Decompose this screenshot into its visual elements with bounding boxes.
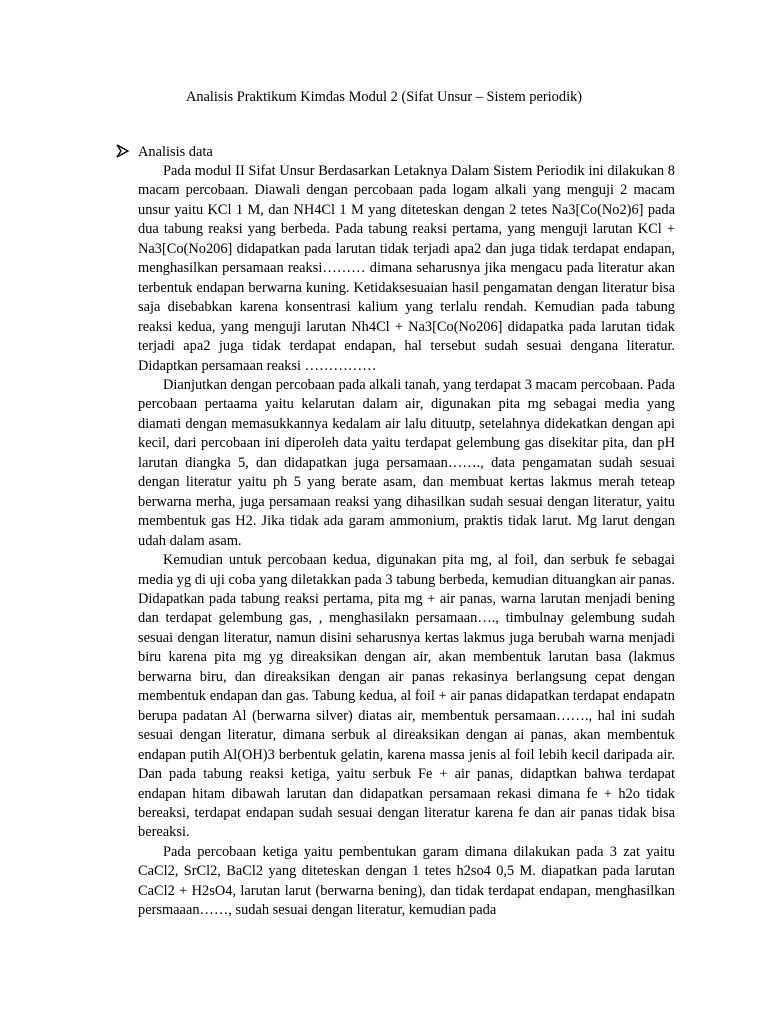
arrow-bullet-icon (116, 143, 130, 159)
paragraph-alkali-tanah: Dianjutkan dengan percobaan pada alkali tanah, yang terdapat 3 macam percobaan. Pada percobaan pertaama yaitu kelarutan dalam air, digunakan pita mg sebagai media yang diamati dengan memasukkannya kedalam air lalu dituutp, setelahnya didekatkan dengan api kecil, dari percobaan ini diperoleh data yaitu terdapat gelembung gas disekitar pita, dan pH larutan diangka 5, dan didapatkan juga persamaan……., data pengamatan sudah sesuai dengan literatur yaitu ph 5 yang berate asam, dan membuat kertas lakmus merah teteap berwarna merha, juga persamaan reaksi yang dihasilkan sudah sesuai dengan literatur, yaitu membentuk gas H2. Jika tidak ada garam ammonium, praktis tidak larut. Mg larut dengan udah dalam asam. (138, 376, 675, 549)
section-heading-label: Analisis data (138, 144, 213, 160)
paragraph-percobaan-kedua: Kemudian untuk percobaan kedua, digunakan pita mg, al foil, dan serbuk fe sebagai media yg di uji coba yang diletakkan pada 3 tabung berbeda, kemudian dituangkan air panas. Didapatkan pada tabung reaksi pertama, pita mg + air panas, warna larutan menjadi bening dan terdapat gelembung gas, , menghasilakn persamaan…., timbulnay gelembung sudah sesuai dengan literatur, namun disini seharusnya kertas lakmus juga berubah warna menjadi biru karena pita mg yg direaksikan dengan air, akan membentuk larutan basa (lakmus berwarna biru, dan direaksikan dengan air panas rekasinya berlangsung cepat dengan membentuk endapan dan gas. Tabung kedua, al foil + air panas didapatkan terdapat endapatn berupa padatan Al (berwarna silver) diatas air, membentuk persamaan……., hal ini sudah sesuai dengan literatur, dimana serbuk al direaksikan dengan ai panas, akan membentuk endapan putih Al(OH)3 berbentuk gelatin, karena massa jenis al foil lebih kecil daripada air. Dan pada tabung reaksi ketiga, yaitu serbuk Fe + air panas, didaptkan bahwa terdapat endapan hitam dibawah larutan dan didapatkan persamaan rekasi dimana fe + h2o tidak bereaksi, terdapat endapan sudah sesuai dengan literatur karena fe dan air panas tidak bisa bereaksi. (138, 552, 675, 841)
paragraph-percobaan-ketiga: Pada percobaan ketiga yaitu pembentukan garam dimana dilakukan pada 3 zat yaitu CaCl2, SrCl2, BaCl2 yang diteteskan dengan 1 tetes h2so4 0,5 M. diapatkan pada larutan CaCl2 + H2sO4, larutan larut (berwarna bening), dan tidak terdapat endapan, menghasilkan persmaaan……, sudah sesuai dengan literatur, kemudian pada (138, 843, 675, 919)
section-heading (116, 142, 676, 162)
paragraph-logam-alkali: Pada modul II Sifat Unsur Berdasarkan Letaknya Dalam Sistem Periodik ini dilakukan 8 macam percobaan. Diawali dengan percobaan pada logam alkali yang menguji 2 macam unsur yaitu KCl 1 M, dan NH4Cl 1 M yang diteteskan dengan 2 tetes Na3[Co(No2)6] pada dua tabung reaksi yang berbeda. Pada tabung reaksi pertama, yang menguji larutan KCl + Na3[Co(No206] didapatkan pada larutan tidak terjadi apa2 dan juga tidak terdapat endapan, menghasilkan persamaan reaksi……… dimana seharusnya jika mengacu pada literatur akan terbentuk endapan berwarna kuning. Ketidaksesuaian hasil pengamatan dengan literatur bisa saja disebabkan karena konsentrasi kalium yang terlalu rendah. Kemudian pada tabung reaksi kedua, yang menguji larutan Nh4Cl + Na3[Co(No206] didapatka pada larutan tidak terjadi apa2 juga tidak terdapat endapan, hal tersebut sudah sesuai dengana literatur. Didaptkan persamaan reaksi …………… (138, 163, 675, 374)
section-body (138, 162, 675, 921)
document-title: Analisis Praktikum Kimdas Modul 2 (Sifat Unsur – Sistem periodik) (185, 89, 583, 105)
analysis-section (116, 142, 676, 921)
